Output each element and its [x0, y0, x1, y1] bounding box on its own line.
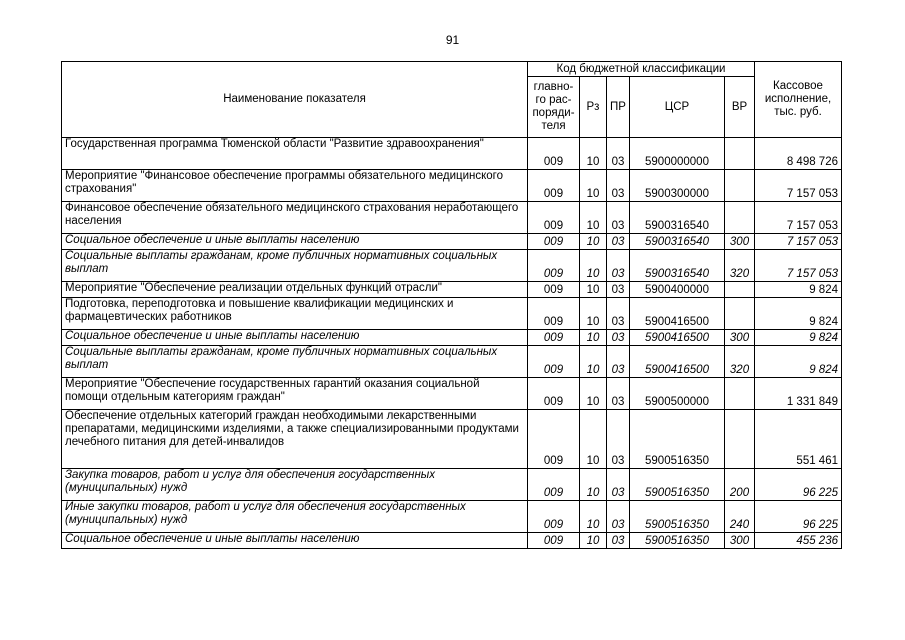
row-vr: [725, 202, 755, 234]
row-amount: 7 157 053: [755, 202, 842, 234]
row-glav: 009: [528, 170, 580, 202]
row-amount: 1 331 849: [755, 378, 842, 410]
row-rz: 10: [580, 250, 607, 282]
row-name: Мероприятие "Обеспечение государственных гарантий оказания социальной помощи отдельным категориям граждан": [62, 378, 528, 410]
table-row: [62, 346, 842, 378]
row-glav: 009: [528, 202, 580, 234]
row-pr: 03: [607, 138, 630, 170]
row-amount: 7 157 053: [755, 170, 842, 202]
row-pr: 03: [607, 250, 630, 282]
row-vr: 200: [725, 469, 755, 501]
row-rz: 10: [580, 234, 607, 250]
table-row: [62, 250, 842, 282]
row-csr: 5900000000: [630, 138, 725, 170]
table-row: [62, 501, 842, 533]
row-glav: 009: [528, 330, 580, 346]
table-row: [62, 202, 842, 234]
header-pr: ПР: [607, 77, 630, 138]
row-csr: 5900316540: [630, 234, 725, 250]
table-row: [62, 234, 842, 250]
table-row: [62, 170, 842, 202]
row-vr: 240: [725, 501, 755, 533]
header-row-group: [62, 62, 842, 77]
table-row: [62, 138, 842, 170]
table-row: [62, 378, 842, 410]
row-name: Подготовка, переподготовка и повышение квалификации медицинских и фармацевтических работников: [62, 298, 528, 330]
row-glav: 009: [528, 533, 580, 549]
row-glav: 009: [528, 282, 580, 298]
row-glav: 009: [528, 234, 580, 250]
row-glav: 009: [528, 469, 580, 501]
row-amount: 9 824: [755, 346, 842, 378]
row-vr: 320: [725, 346, 755, 378]
table-row: [62, 298, 842, 330]
row-amount: 8 498 726: [755, 138, 842, 170]
row-pr: 03: [607, 346, 630, 378]
row-name: Закупка товаров, работ и услуг для обеспечения государственных (муниципальных) нужд: [62, 469, 528, 501]
row-vr: [725, 138, 755, 170]
table-row: [62, 330, 842, 346]
row-vr: 320: [725, 250, 755, 282]
row-csr: 5900516350: [630, 501, 725, 533]
row-csr: 5900316540: [630, 202, 725, 234]
row-csr: 5900516350: [630, 410, 725, 469]
table-row: [62, 282, 842, 298]
page-number: 91: [445, 33, 460, 47]
row-glav: 009: [528, 346, 580, 378]
row-pr: 03: [607, 378, 630, 410]
row-glav: 009: [528, 138, 580, 170]
row-pr: 03: [607, 410, 630, 469]
row-amount: 7 157 053: [755, 250, 842, 282]
row-amount: 9 824: [755, 298, 842, 330]
table-row: [62, 469, 842, 501]
row-pr: 03: [607, 282, 630, 298]
row-rz: 10: [580, 298, 607, 330]
row-name: Социальные выплаты гражданам, кроме публичных нормативных социальных выплат: [62, 250, 528, 282]
row-pr: 03: [607, 533, 630, 549]
row-csr: 5900516350: [630, 533, 725, 549]
row-glav: 009: [528, 298, 580, 330]
row-name: Социальное обеспечение и иные выплаты населению: [62, 330, 528, 346]
row-pr: 03: [607, 298, 630, 330]
row-csr: 5900416500: [630, 346, 725, 378]
row-amount: 9 824: [755, 330, 842, 346]
row-rz: 10: [580, 533, 607, 549]
row-csr: 5900400000: [630, 282, 725, 298]
header-classification-code: Код бюджетной классификации: [528, 62, 755, 77]
row-vr: [725, 282, 755, 298]
row-rz: 10: [580, 282, 607, 298]
row-pr: 03: [607, 330, 630, 346]
row-vr: [725, 298, 755, 330]
row-amount: 9 824: [755, 282, 842, 298]
header-main-manager: главно-го рас-поряди-теля: [528, 77, 580, 138]
row-csr: 5900516350: [630, 469, 725, 501]
row-vr: [725, 378, 755, 410]
row-pr: 03: [607, 202, 630, 234]
row-vr: [725, 170, 755, 202]
row-glav: 009: [528, 501, 580, 533]
row-rz: 10: [580, 346, 607, 378]
row-amount: 455 236: [755, 533, 842, 549]
row-name: Иные закупки товаров, работ и услуг для обеспечения государственных (муниципальных) нужд: [62, 501, 528, 533]
row-vr: [725, 410, 755, 469]
row-rz: 10: [580, 410, 607, 469]
header-rz: Рз: [580, 77, 607, 138]
row-glav: 009: [528, 250, 580, 282]
table-row: [62, 533, 842, 549]
row-pr: 03: [607, 170, 630, 202]
row-vr: 300: [725, 234, 755, 250]
header-name: Наименование показателя: [62, 62, 528, 138]
header-vr: ВР: [725, 77, 755, 138]
row-csr: 5900500000: [630, 378, 725, 410]
row-pr: 03: [607, 469, 630, 501]
row-rz: 10: [580, 469, 607, 501]
table-row: [62, 410, 842, 469]
row-name: Государственная программа Тюменской области "Развитие здравоохранения": [62, 138, 528, 170]
row-csr: 5900316540: [630, 250, 725, 282]
row-name: Финансовое обеспечение обязательного медицинского страхования неработающего населения: [62, 202, 528, 234]
header-cash-execution: Кассовое исполнение, тыс. руб.: [755, 62, 842, 138]
row-amount: 7 157 053: [755, 234, 842, 250]
row-pr: 03: [607, 234, 630, 250]
row-glav: 009: [528, 410, 580, 469]
row-name: Обеспечение отдельных категорий граждан необходимыми лекарственными препаратами, медицинскими изделиями, а также специализированными продуктами лечебного питания для детей-инвалидов: [62, 410, 528, 469]
budget-execution-table: [61, 61, 842, 549]
row-csr: 5900300000: [630, 170, 725, 202]
row-amount: 551 461: [755, 410, 842, 469]
row-glav: 009: [528, 378, 580, 410]
row-rz: 10: [580, 170, 607, 202]
row-vr: 300: [725, 330, 755, 346]
row-csr: 5900416500: [630, 298, 725, 330]
row-name: Мероприятие "Обеспечение реализации отдельных функций отрасли": [62, 282, 528, 298]
row-rz: 10: [580, 501, 607, 533]
row-pr: 03: [607, 501, 630, 533]
row-rz: 10: [580, 330, 607, 346]
row-amount: 96 225: [755, 469, 842, 501]
row-name: Социальное обеспечение и иные выплаты населению: [62, 234, 528, 250]
row-name: Социальные выплаты гражданам, кроме публичных нормативных социальных выплат: [62, 346, 528, 378]
row-name: Социальное обеспечение и иные выплаты населению: [62, 533, 528, 549]
row-rz: 10: [580, 138, 607, 170]
row-rz: 10: [580, 378, 607, 410]
row-csr: 5900416500: [630, 330, 725, 346]
header-csr: ЦСР: [630, 77, 725, 138]
row-vr: 300: [725, 533, 755, 549]
row-rz: 10: [580, 202, 607, 234]
row-name: Мероприятие "Финансовое обеспечение программы обязательного медицинского страхования": [62, 170, 528, 202]
row-amount: 96 225: [755, 501, 842, 533]
